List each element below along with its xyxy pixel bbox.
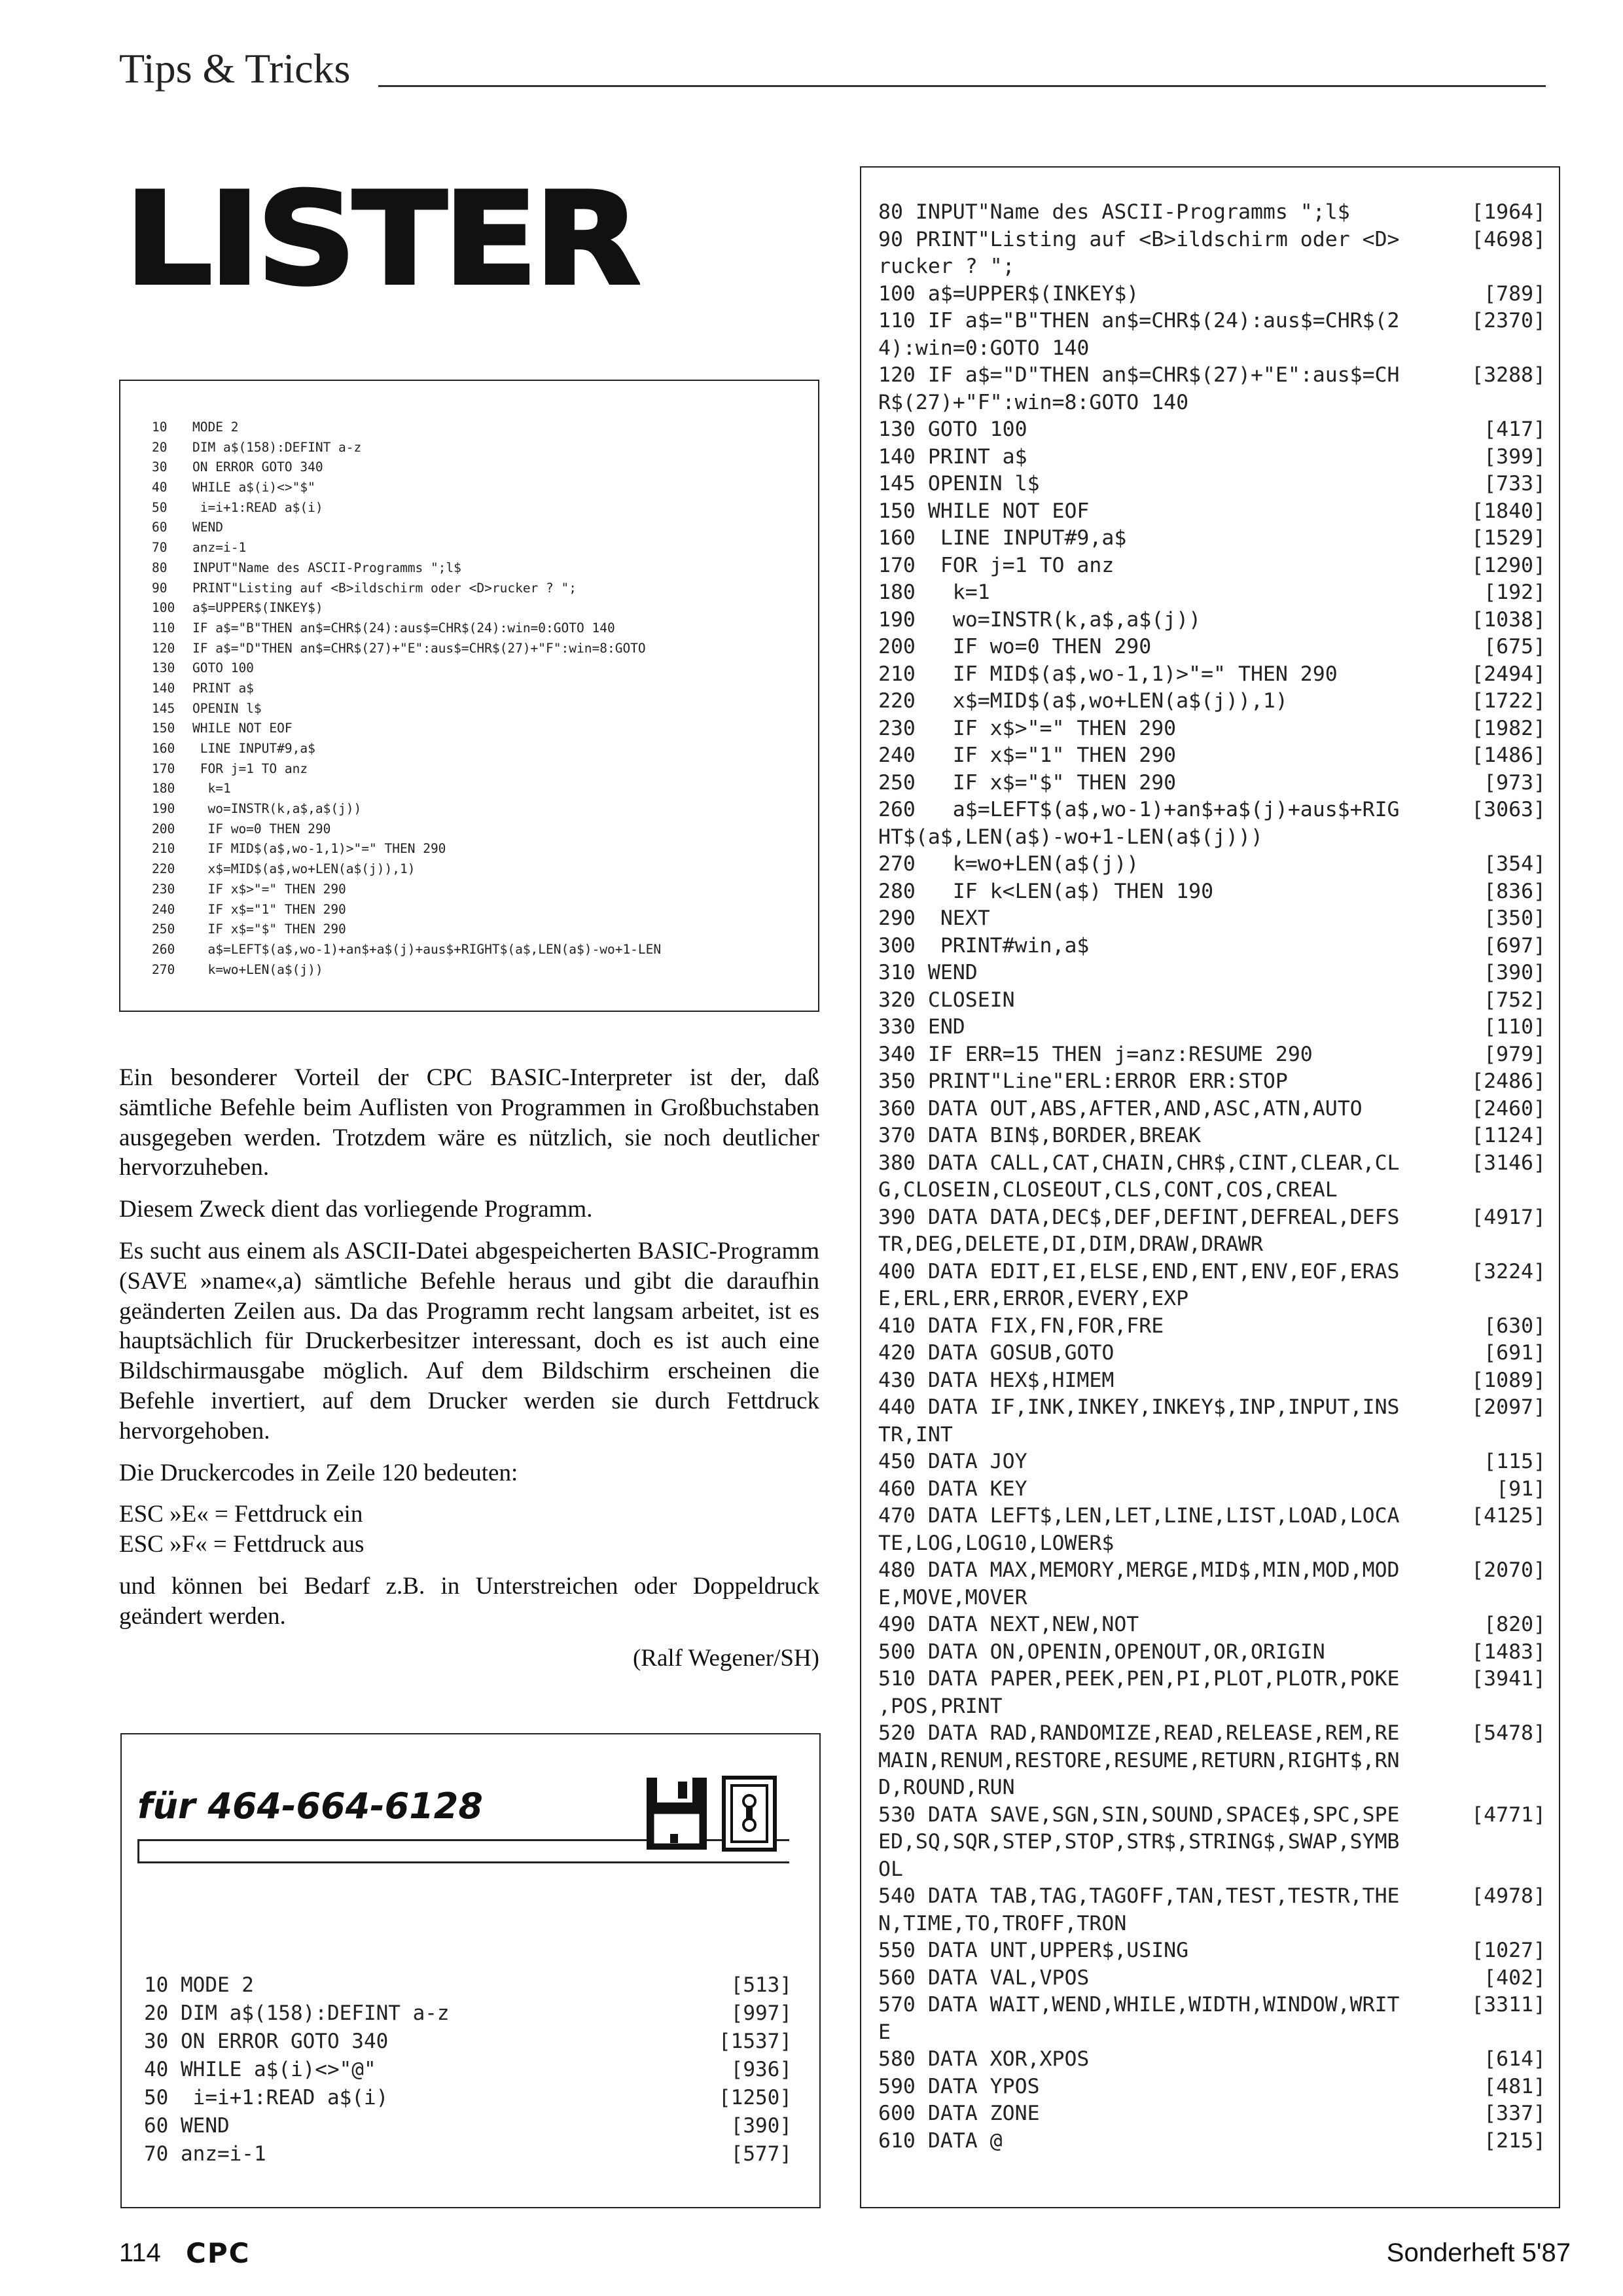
checksum: [1483] xyxy=(1471,1640,1546,1664)
checksum: [3063] xyxy=(1471,798,1546,821)
listing-code: 270 k=wo+LEN(a$(j)) xyxy=(878,852,1139,876)
listing-row xyxy=(878,253,1546,281)
checksum xyxy=(1467,1285,1546,1313)
checksum: [417] xyxy=(1484,418,1546,441)
printout-line: 50 i=i+1:READ a$(i) xyxy=(152,499,323,515)
listing-code: 290 NEXT xyxy=(878,906,990,930)
printout-line: 190 wo=INSTR(k,a$,a$(j)) xyxy=(152,801,362,817)
listing-row xyxy=(878,1693,1546,1721)
listing-row xyxy=(144,2056,792,2084)
listing-code: 420 DATA GOSUB,GOTO xyxy=(878,1341,1115,1365)
listing-row xyxy=(878,1285,1546,1313)
listing-code: 390 DATA DATA,DEC$,DEF,DEFINT,DEFREAL,DEFS xyxy=(878,1205,1400,1229)
listing-code: OL xyxy=(878,1857,903,1881)
article-title: LISTER xyxy=(124,164,637,314)
listing-code: 560 DATA VAL,VPOS xyxy=(878,1965,1090,1990)
listing-code: ED,SQ,SQR,STEP,STOP,STR$,STRING$,SWAP,SYMB xyxy=(878,1830,1400,1854)
listing-code: 590 DATA YPOS xyxy=(878,2074,1040,2098)
listing-code: 310 WEND xyxy=(878,961,978,984)
checksum: [697] xyxy=(1484,933,1546,958)
listing-row xyxy=(878,308,1546,335)
listing-row xyxy=(878,661,1546,689)
listing-code: 230 IF x$>"=" THEN 290 xyxy=(878,716,1177,740)
listing-code: 110 IF a$="B"THEN an$=CHR$(24):aus$=CHR$(2 xyxy=(878,309,1400,332)
listing-row xyxy=(878,742,1546,770)
listing-row xyxy=(878,1150,1546,1177)
listing-code: 70 anz=i-1 xyxy=(144,2142,266,2166)
listing-row xyxy=(878,1829,1546,1856)
page-number: 114 xyxy=(119,2238,161,2267)
printout-line: 110 IF a$="B"THEN an$=CHR$(24):aus$=CHR$(24):win=0:GOTO 140 xyxy=(152,620,615,636)
printout-listing xyxy=(119,380,819,1012)
checksum: [3288] xyxy=(1471,363,1546,387)
listing-code: 360 DATA OUT,ABS,AFTER,AND,ASC,ATN,AUTO xyxy=(878,1096,1363,1121)
listing-row xyxy=(878,1965,1546,1992)
printout-line: 160 LINE INPUT#9,a$ xyxy=(152,741,315,756)
listing-code: 350 PRINT"Line"ERL:ERROR ERR:STOP xyxy=(878,1069,1288,1093)
listing-code: TR,DEG,DELETE,DI,DIM,DRAW,DRAWR xyxy=(878,1232,1263,1256)
checksum: [752] xyxy=(1484,988,1546,1012)
listing-code: 130 GOTO 100 xyxy=(878,418,1027,441)
listing-code: 100 a$=UPPER$(INKEY$) xyxy=(878,281,1139,306)
printout-line: 130 GOTO 100 xyxy=(152,660,254,676)
checksum: [390] xyxy=(1484,961,1546,984)
checksum: [1290] xyxy=(1471,553,1546,577)
listing-row xyxy=(878,498,1546,526)
listing-row xyxy=(878,1422,1546,1449)
printout-line: 120 IF a$="D"THEN an$=CHR$(27)+"E":aus$=CHR$(27)+"F":win=8:GOTO xyxy=(152,640,646,656)
checksum: [192] xyxy=(1484,581,1546,604)
machine-bar-side xyxy=(137,1839,139,1861)
listing-row xyxy=(144,2028,792,2056)
listing-row xyxy=(878,444,1546,471)
section-title: Tips & Tricks xyxy=(119,45,351,92)
article-body xyxy=(119,1063,819,1673)
listing-code: N,TIME,TO,TROFF,TRON xyxy=(878,1911,1127,1935)
printout-line: 70 anz=i-1 xyxy=(152,540,247,556)
listing-code: 470 DATA LEFT$,LEN,LET,LINE,LIST,LOAD,LOCA xyxy=(878,1504,1400,1528)
listing-code: ,POS,PRINT xyxy=(878,1694,1003,1718)
header-rule xyxy=(378,85,1546,87)
checksum: [1250] xyxy=(719,2086,792,2109)
checksum: [5478] xyxy=(1471,1721,1546,1745)
listing-code: 340 IF ERR=15 THEN j=anz:RESUME 290 xyxy=(878,1042,1313,1066)
printout-line: 145 OPENIN l$ xyxy=(152,700,262,716)
listing-row xyxy=(878,824,1546,852)
article-paragraph-1: Ein besonderer Vorteil der CPC BASIC-Interpreter ist der, daß sämtliche Befehle beim Auflisten von Programmen in Großbuchstaben ausgegeben werden. Trotzdem wäre es nützlich, sie noch deutlicher hervorzuheben. xyxy=(119,1064,819,1181)
listing-code: 170 FOR j=1 TO anz xyxy=(878,553,1115,577)
printout-line: 40 WHILE a$(i)<>"$" xyxy=(152,480,315,495)
listing-row xyxy=(878,1014,1546,1041)
listing-row xyxy=(878,688,1546,715)
listing-code: 200 IF wo=0 THEN 290 xyxy=(878,635,1152,658)
listing-row xyxy=(878,389,1546,417)
listing-code: 180 k=1 xyxy=(878,581,990,604)
listing-code: 600 DATA ZONE xyxy=(878,2102,1040,2125)
checksum: [1089] xyxy=(1471,1368,1546,1392)
checksum: [614] xyxy=(1484,2047,1546,2071)
listing-box-continued xyxy=(860,166,1560,2208)
printout-line: 20 DIM a$(158):DEFINT a-z xyxy=(152,439,362,455)
listing-code: 490 DATA NEXT,NEW,NOT xyxy=(878,1613,1139,1636)
listing-row xyxy=(878,1041,1546,1069)
listing-code: 280 IF k<LEN(a$) THEN 190 xyxy=(878,879,1214,903)
listing-code: 120 IF a$="D"THEN an$=CHR$(27)+"E":aus$=CH xyxy=(878,363,1400,387)
checksum: [1840] xyxy=(1471,499,1546,523)
listing-row xyxy=(878,1530,1546,1558)
printout-line: 60 WEND xyxy=(152,520,223,535)
printout-line: 30 ON ERROR GOTO 340 xyxy=(152,459,323,475)
checksum: [979] xyxy=(1484,1042,1546,1066)
listing-code: 460 DATA KEY xyxy=(878,1477,1027,1501)
checksum: [789] xyxy=(1484,281,1546,306)
listing-code: R$(27)+"F":win=8:GOTO 140 xyxy=(878,390,1189,414)
checksum: [4978] xyxy=(1471,1884,1546,1908)
listing-code: 510 DATA PAPER,PEEK,PEN,PI,PLOT,PLOTR,POKE xyxy=(878,1667,1400,1691)
listing-row xyxy=(878,987,1546,1014)
checksum: [1486] xyxy=(1471,744,1546,767)
checksum: [115] xyxy=(1484,1450,1546,1473)
listing-code: E,ERL,ERR,ERROR,EVERY,EXP xyxy=(878,1287,1189,1310)
checksum: [1982] xyxy=(1471,716,1546,740)
listing-code: G,CLOSEIN,CLOSEOUT,CLS,CONT,COS,CREAL xyxy=(878,1178,1338,1202)
listing-row xyxy=(878,1068,1546,1096)
checksum: [997] xyxy=(730,2001,792,2025)
listing-row xyxy=(878,905,1546,933)
checksum: [691] xyxy=(1484,1341,1546,1365)
listing-code: 4):win=0:GOTO 140 xyxy=(878,336,1090,360)
checksum: [820] xyxy=(1484,1613,1546,1636)
checksum: [733] xyxy=(1484,472,1546,495)
checksum: [1964] xyxy=(1471,200,1546,224)
listing-row xyxy=(878,1096,1546,1123)
listing-code: 20 DIM a$(158):DEFINT a-z xyxy=(144,2001,450,2025)
listing-row xyxy=(878,1666,1546,1693)
article-paragraph-3: Es sucht aus einem als ASCII-Datei abgespeicherten BASIC-Programm (SAVE »name«,a) sämtliche Befehle heraus und gibt die daraufhin geänderten Zeilen aus. Da das Programm recht langsam arbeitet, ist es hauptsächlich für Druckerbesitzer interessant, doch es ist auch eine Bildschirmausgabe möglich. Auf dem Bildschirm erscheinen die Befehle invertiert, auf dem Drucker werden sie durch Fettdruck hervorgehoben. xyxy=(119,1237,819,1444)
checksum: [836] xyxy=(1484,879,1546,903)
checksum: [337] xyxy=(1484,2102,1546,2125)
article-paragraph-4: Die Druckercodes in Zeile 120 bedeuten: xyxy=(119,1459,518,1486)
checksum: [936] xyxy=(730,2058,792,2081)
listing-row xyxy=(878,1585,1546,1612)
checksum xyxy=(1467,1829,1546,1856)
listing-row xyxy=(878,1476,1546,1503)
article-paragraph-5: und können bei Bedarf z.B. in Unterstreichen oder Doppeldruck geändert werden. xyxy=(119,1572,819,1630)
checksum: [1537] xyxy=(719,2030,792,2053)
checksum: [399] xyxy=(1484,444,1546,469)
checksum: [2486] xyxy=(1471,1069,1546,1093)
listing-code: 250 IF x$="$" THEN 290 xyxy=(878,770,1177,795)
listing-row xyxy=(878,851,1546,878)
listing-lines-80-610 xyxy=(878,199,1546,2155)
listing-row xyxy=(878,1557,1546,1585)
listing-row xyxy=(878,2046,1546,2073)
printout-line: 140 PRINT a$ xyxy=(152,680,254,696)
printout-line: 90 PRINT"Listing auf <B>ildschirm oder <D>rucker ? "; xyxy=(152,580,577,596)
listing-code: 450 DATA JOY xyxy=(878,1450,1027,1473)
issue-label: Sonderheft 5'87 xyxy=(1386,2238,1571,2267)
listing-row xyxy=(878,1774,1546,1802)
checksum xyxy=(1467,1422,1546,1449)
listing-row xyxy=(878,770,1546,797)
esc-code-bold-on: ESC »E« = Fettdruck ein xyxy=(119,1501,363,1528)
listing-row xyxy=(878,281,1546,308)
printout-line: 100 a$=UPPER$(INKEY$) xyxy=(152,600,323,616)
checksum: [1038] xyxy=(1471,607,1546,632)
listing-code: 320 CLOSEIN xyxy=(878,988,1015,1012)
listing-code: 530 DATA SAVE,SGN,SIN,SOUND,SPACE$,SPC,SPE xyxy=(878,1803,1400,1827)
printout-line: 220 x$=MID$(a$,wo+LEN(a$(j)),1) xyxy=(152,861,416,877)
checksum: [3941] xyxy=(1471,1667,1546,1691)
listing-code: 500 DATA ON,OPENIN,OPENOUT,OR,ORIGIN xyxy=(878,1640,1325,1664)
checksum: [402] xyxy=(1484,1965,1546,1990)
author-byline: (Ralf Wegener/SH) xyxy=(632,1644,819,1672)
listing-code: 90 PRINT"Listing auf <B>ildschirm oder <D> xyxy=(878,227,1400,251)
listing-row xyxy=(878,1448,1546,1476)
esc-code-bold-off: ESC »F« = Fettdruck aus xyxy=(119,1531,365,1558)
floppy-disk-icon xyxy=(644,1775,709,1852)
checksum xyxy=(1467,1231,1546,1259)
checksum xyxy=(1467,1177,1546,1204)
listing-row xyxy=(878,2019,1546,2047)
listing-code: 550 DATA UNT,UPPER$,USING xyxy=(878,1939,1189,1962)
checksum xyxy=(1467,335,1546,363)
listing-code: 580 DATA XOR,XPOS xyxy=(878,2047,1090,2071)
checksum: [2460] xyxy=(1471,1096,1546,1121)
checksum xyxy=(1467,1693,1546,1721)
listing-code: 400 DATA EDIT,EI,ELSE,END,ENT,ENV,EOF,ERAS xyxy=(878,1259,1400,1283)
listing-row xyxy=(878,715,1546,743)
listing-row xyxy=(878,1856,1546,1884)
listing-box-start xyxy=(120,1733,821,2208)
machine-compatibility: für 464-664-6128 xyxy=(137,1785,483,1827)
checksum: [4917] xyxy=(1471,1205,1546,1229)
listing-code: 80 INPUT"Name des ASCII-Programms ";l$ xyxy=(878,200,1350,224)
listing-row xyxy=(878,1313,1546,1340)
checksum: [4125] xyxy=(1471,1504,1546,1528)
cassette-icon xyxy=(720,1775,779,1852)
listing-row xyxy=(878,335,1546,363)
listing-code: TE,LOG,LOG10,LOWER$ xyxy=(878,1531,1115,1555)
checksum xyxy=(1467,389,1546,417)
checksum xyxy=(1467,1774,1546,1802)
checksum: [3146] xyxy=(1471,1151,1546,1175)
checksum: [215] xyxy=(1484,2128,1546,2153)
listing-code: 540 DATA TAB,TAG,TAGOFF,TAN,TEST,TESTR,THE xyxy=(878,1884,1400,1908)
listing-row xyxy=(878,2073,1546,2101)
checksum xyxy=(1467,1748,1546,1775)
printout-line: 260 a$=LEFT$(a$,wo-1)+an$+a$(j)+aus$+RIGHT$(a$,LEN(a$)-wo+1-LEN xyxy=(152,941,662,957)
listing-row xyxy=(878,1910,1546,1938)
listing-code: 210 IF MID$(a$,wo-1,1)>"=" THEN 290 xyxy=(878,662,1338,686)
checksum xyxy=(1467,253,1546,281)
listing-code: 220 x$=MID$(a$,wo+LEN(a$(j)),1) xyxy=(878,689,1288,713)
listing-row xyxy=(878,579,1546,607)
checksum xyxy=(1467,824,1546,852)
listing-row xyxy=(878,1503,1546,1530)
machine-bar-bottom xyxy=(137,1861,789,1863)
listing-row xyxy=(878,1177,1546,1204)
listing-code: E,MOVE,MOVER xyxy=(878,1585,1027,1609)
printout-line: 170 FOR j=1 TO anz xyxy=(152,761,308,776)
printout-line: 80 INPUT"Name des ASCII-Programms ";l$ xyxy=(152,560,461,575)
listing-code: 520 DATA RAD,RANDOMIZE,READ,RELEASE,REM,RE xyxy=(878,1721,1400,1745)
listing-row xyxy=(878,1937,1546,1965)
magazine-logo: CPC xyxy=(186,2237,251,2269)
listing-row xyxy=(878,1122,1546,1150)
listing-row xyxy=(878,797,1546,824)
listing-code: 60 WEND xyxy=(144,2114,230,2138)
checksum: [354] xyxy=(1484,852,1546,876)
listing-row xyxy=(878,1748,1546,1775)
listing-code: 430 DATA HEX$,HIMEM xyxy=(878,1368,1115,1392)
listing-code: 140 PRINT a$ xyxy=(878,444,1027,469)
checksum: [91] xyxy=(1496,1477,1546,1501)
listing-row xyxy=(878,226,1546,254)
listing-code: 410 DATA FIX,FN,FOR,FRE xyxy=(878,1314,1164,1338)
checksum: [2494] xyxy=(1471,662,1546,686)
printout-line: 10 MODE 2 xyxy=(152,420,239,435)
checksum: [1722] xyxy=(1471,689,1546,713)
printout-line: 250 IF x$="$" THEN 290 xyxy=(152,922,346,937)
listing-row xyxy=(878,1340,1546,1367)
listing-row xyxy=(878,362,1546,389)
listing-row xyxy=(878,607,1546,634)
listing-code: TR,INT xyxy=(878,1422,953,1446)
listing-row xyxy=(144,2084,792,2112)
listing-row xyxy=(878,1231,1546,1259)
checksum: [577] xyxy=(730,2142,792,2166)
listing-code: 190 wo=INSTR(k,a$,a$(j)) xyxy=(878,607,1202,632)
listing-code: 40 WHILE a$(i)<>"@" xyxy=(144,2058,376,2081)
checksum: [1529] xyxy=(1471,526,1546,550)
checksum: [3224] xyxy=(1471,1259,1546,1283)
printout-line: 230 IF x$>"=" THEN 290 xyxy=(152,881,346,897)
listing-lines-10-70 xyxy=(144,1971,792,2168)
listing-code: 300 PRINT#win,a$ xyxy=(878,933,1090,958)
listing-row xyxy=(878,1802,1546,1829)
listing-row xyxy=(878,1720,1546,1748)
listing-row xyxy=(878,2100,1546,2128)
checksum: [2370] xyxy=(1471,309,1546,332)
checksum: [2097] xyxy=(1471,1395,1546,1419)
listing-row xyxy=(878,525,1546,552)
printout-line: 180 k=1 xyxy=(152,781,231,797)
checksum: [4771] xyxy=(1471,1803,1546,1827)
listing-row xyxy=(878,416,1546,444)
checksum: [630] xyxy=(1484,1314,1546,1338)
listing-row xyxy=(144,2000,792,2028)
checksum: [3311] xyxy=(1471,1993,1546,2017)
listing-row xyxy=(878,1367,1546,1395)
listing-row xyxy=(878,552,1546,580)
listing-code: D,ROUND,RUN xyxy=(878,1776,1015,1799)
listing-code: 260 a$=LEFT$(a$,wo-1)+an$+a$(j)+aus$+RIG xyxy=(878,798,1400,821)
printout-line: 270 k=wo+LEN(a$(j)) xyxy=(152,961,323,977)
listing-code: 150 WHILE NOT EOF xyxy=(878,499,1090,523)
checksum: [1124] xyxy=(1471,1124,1546,1147)
listing-row xyxy=(878,634,1546,661)
listing-code: 380 DATA CALL,CAT,CHAIN,CHR$,CINT,CLEAR,CL xyxy=(878,1151,1400,1175)
checksum xyxy=(1467,1856,1546,1884)
listing-code: E xyxy=(878,2020,891,2044)
checksum: [1027] xyxy=(1471,1939,1546,1962)
listing-code: MAIN,RENUM,RESTORE,RESUME,RETURN,RIGHT$,RN xyxy=(878,1748,1400,1772)
listing-row xyxy=(878,2128,1546,2155)
listing-code: 240 IF x$="1" THEN 290 xyxy=(878,744,1177,767)
checksum: [350] xyxy=(1484,906,1546,930)
checksum xyxy=(1467,2019,1546,2047)
printout-line: 200 IF wo=0 THEN 290 xyxy=(152,821,331,836)
listing-code: 480 DATA MAX,MEMORY,MERGE,MID$,MIN,MOD,MOD xyxy=(878,1558,1400,1582)
listing-code: 10 MODE 2 xyxy=(144,1973,254,1997)
listing-row xyxy=(144,1971,792,2000)
listing-code: 50 i=i+1:READ a$(i) xyxy=(144,2086,389,2109)
listing-row xyxy=(144,2140,792,2168)
checksum: [2070] xyxy=(1471,1558,1546,1582)
checksum: [675] xyxy=(1484,635,1546,658)
checksum: [973] xyxy=(1484,770,1546,795)
listing-row xyxy=(878,199,1546,226)
listing-code: 30 ON ERROR GOTO 340 xyxy=(144,2030,389,2053)
listing-code: rucker ? "; xyxy=(878,255,1015,278)
checksum: [4698] xyxy=(1471,227,1546,251)
checksum xyxy=(1467,1530,1546,1558)
listing-code: 570 DATA WAIT,WEND,WHILE,WIDTH,WINDOW,WRIT xyxy=(878,1993,1400,2017)
listing-code: 330 END xyxy=(878,1015,965,1039)
checksum: [110] xyxy=(1484,1015,1546,1039)
listing-code: 610 DATA @ xyxy=(878,2128,1003,2153)
printout-line: 240 IF x$="1" THEN 290 xyxy=(152,901,346,917)
listing-code: HT$(a$,LEN(a$)-wo+1-LEN(a$(j))) xyxy=(878,825,1263,849)
listing-row xyxy=(144,2112,792,2140)
article-paragraph-2: Diesem Zweck dient das vorliegende Programm. xyxy=(119,1196,593,1223)
printout-line: 150 WHILE NOT EOF xyxy=(152,721,293,736)
listing-row xyxy=(878,1259,1546,1286)
listing-row xyxy=(878,1883,1546,1910)
listing-row xyxy=(878,1639,1546,1666)
listing-row xyxy=(878,1394,1546,1422)
checksum: [513] xyxy=(730,1973,792,1997)
listing-row xyxy=(878,1204,1546,1232)
printout-line: 210 IF MID$(a$,wo-1,1)>"=" THEN 290 xyxy=(152,841,446,857)
checksum: [390] xyxy=(730,2114,792,2138)
listing-code: 370 DATA BIN$,BORDER,BREAK xyxy=(878,1124,1202,1147)
checksum xyxy=(1467,1910,1546,1938)
listing-code: 160 LINE INPUT#9,a$ xyxy=(878,526,1127,550)
listing-code: 440 DATA IF,INK,INKEY,INKEY$,INP,INPUT,INS xyxy=(878,1395,1400,1419)
listing-row xyxy=(878,471,1546,498)
listing-row xyxy=(878,878,1546,906)
checksum: [481] xyxy=(1484,2074,1546,2098)
listing-code: 145 OPENIN l$ xyxy=(878,472,1040,495)
listing-row xyxy=(878,960,1546,987)
checksum xyxy=(1467,1585,1546,1612)
listing-row xyxy=(878,933,1546,960)
listing-row xyxy=(878,1611,1546,1639)
listing-row xyxy=(878,1992,1546,2019)
